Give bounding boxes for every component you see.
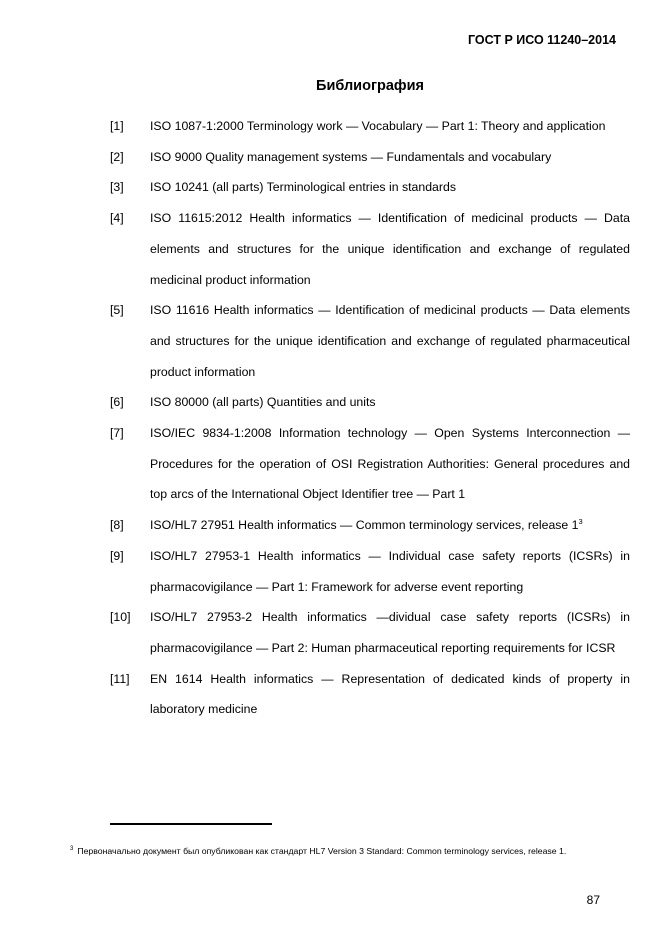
bibliography-entry [110,541,630,602]
entry-text: ISO 11616 Health informatics — Identification of medicinal products — Data elements and structures for the unique identification and exchange of regulated pharmaceutical product information [150,303,630,379]
entry-number: [11] [110,671,130,686]
entry-text [150,510,630,541]
footnote-text: Первоначально документ был опубликован как стандарт HL7 Version 3 Standard: Common terminology services, release 1. [77,846,567,856]
bibliography-entry [110,203,630,295]
entry-text: ISO 1087-1:2000 Terminology work — Vocabulary — Part 1: Theory and application [150,119,606,133]
entry-text: EN 1614 Health informatics — Representation of dedicated kinds of property in laboratory medicine [150,671,630,717]
bibliography-entry [110,510,630,541]
footnote [70,844,630,859]
document-header: ГОСТ Р ИСО 11240–2014 [467,33,616,47]
entry-number: [5] [110,303,124,318]
entry-number: [8] [110,518,124,533]
entry-text: ISO/HL7 27953-1 Health informatics — Individual case safety reports (ICSRs) in pharmacovigilance — Part 1: Framework for adverse event reporting [150,548,630,594]
entry-number: [9] [110,548,124,563]
bibliography-entry [110,142,630,173]
bibliography-entry [110,418,630,510]
bibliography-entry [110,111,630,142]
entry-number: [1] [110,119,124,133]
bibliography-entry [110,602,630,663]
entry-number: [10] [110,610,131,625]
entry-number: [6] [110,395,124,410]
footnote-reference: 3 [578,517,583,527]
entry-number: [7] [110,426,124,441]
entry-number: [3] [110,180,124,195]
entry-text: ISO 9000 Quality management systems — Fundamentals and vocabulary [150,149,552,164]
entry-text: ISO 11615:2012 Health informatics — Identification of medicinal products — Data elements and structures for the unique identification and exchange of regulated medicinal product information [150,211,630,287]
entry-text: ISO/IEC 9834-1:2008 Information technology — Open Systems Interconnection — Procedures for the operation of OSI Registration Authorities: General procedures and top arcs of the International Object Identifier tree — Part 1 [150,426,630,502]
page-number: 87 [586,893,600,907]
entry-text: ISO 80000 (all parts) Quantities and units [150,395,376,410]
entry-text-body: ISO/HL7 27951 Health informatics — Common terminology services, release 1 [150,518,579,533]
footnote-separator [110,823,272,825]
footnote-mark: 3 [70,846,74,853]
bibliography-entry [110,172,630,203]
entry-text: ISO/HL7 27953-2 Health informatics —dividual case safety reports (ICSRs) in pharmacovigilance — Part 2: Human pharmaceutical reporting requirements for ICSR [150,610,630,655]
entry-number: [2] [110,149,124,164]
entry-text: ISO 10241 (all parts) Terminological entries in standards [150,180,456,195]
bibliography-list [110,111,630,725]
bibliography-entry [110,387,630,418]
bibliography-entry [110,295,630,387]
entry-number: [4] [110,211,124,226]
page-title: Библиография [316,78,424,94]
bibliography-entry [110,664,630,725]
